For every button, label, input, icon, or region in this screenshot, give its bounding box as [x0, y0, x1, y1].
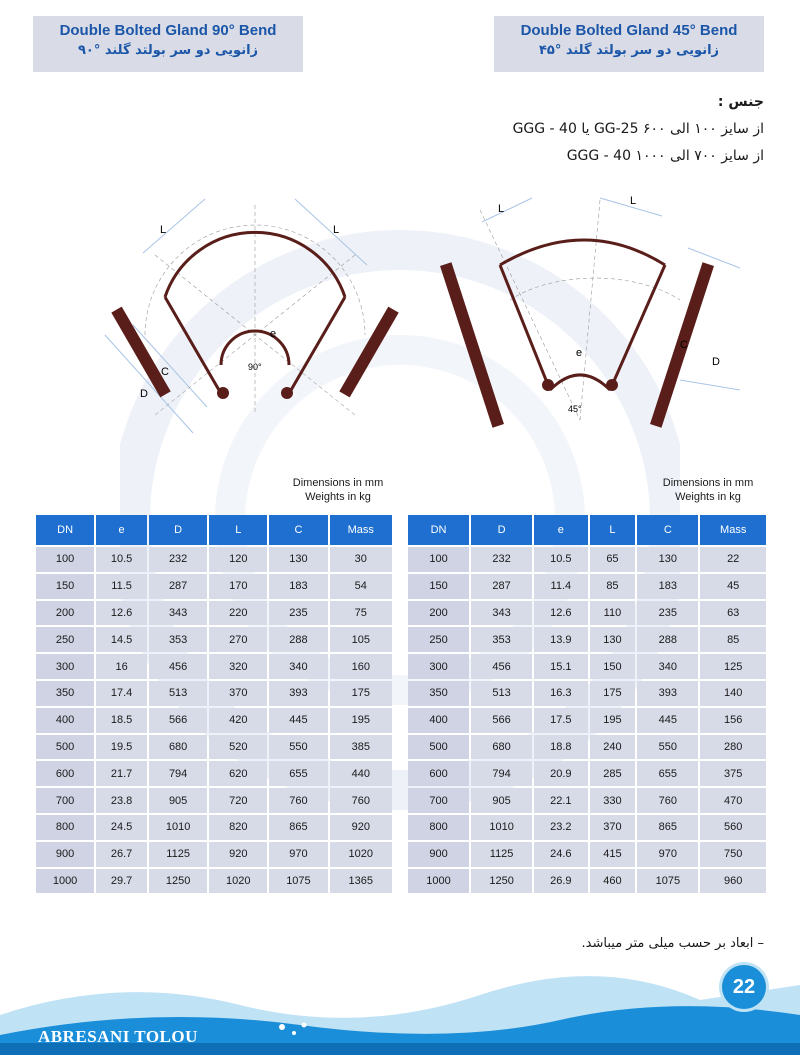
table-45-body [408, 547, 766, 893]
table-cell: 330 [590, 788, 636, 813]
table-cell: 170 [209, 574, 267, 599]
table-cell: 393 [269, 681, 327, 706]
table-cell: 1125 [149, 842, 207, 867]
table-cell: 1020 [330, 842, 392, 867]
table-cell: 150 [408, 574, 469, 599]
table-cell: 1075 [637, 869, 698, 894]
table-cell: 340 [269, 654, 327, 679]
table-row [408, 601, 766, 626]
table-row [408, 654, 766, 679]
table-row [36, 574, 392, 599]
column-header: D [471, 515, 532, 545]
bend-90-label-D: D [140, 388, 148, 400]
table-cell: 456 [471, 654, 532, 679]
table-cell: 110 [590, 601, 636, 626]
table-cell: 100 [36, 547, 94, 572]
table-row [36, 735, 392, 760]
table-cell: 415 [590, 842, 636, 867]
column-header: C [269, 515, 327, 545]
column-header: Mass [330, 515, 392, 545]
table-cell: 130 [637, 547, 698, 572]
column-header: C [637, 515, 698, 545]
table-cell: 760 [330, 788, 392, 813]
table-cell: 520 [209, 735, 267, 760]
table-cell: 560 [700, 815, 766, 840]
table-cell: 14.5 [96, 627, 147, 652]
table-cell: 620 [209, 761, 267, 786]
table-cell: 720 [209, 788, 267, 813]
table-cell: 960 [700, 869, 766, 894]
table-cell: 235 [269, 601, 327, 626]
table-cell: 760 [637, 788, 698, 813]
table-45-head [408, 515, 766, 545]
table-cell: 445 [269, 708, 327, 733]
table-cell: 460 [590, 869, 636, 894]
table-cell: 1250 [149, 869, 207, 894]
table-cell: 10.5 [534, 547, 587, 572]
table-cell: 270 [209, 627, 267, 652]
table-cell: 400 [36, 708, 94, 733]
table-cell: 445 [637, 708, 698, 733]
table-cell: 12.6 [534, 601, 587, 626]
table-cell: 15.1 [534, 654, 587, 679]
table-cell: 900 [36, 842, 94, 867]
table-cell: 1020 [209, 869, 267, 894]
column-header: D [149, 515, 207, 545]
title-45-fa: زانویی دو سر بولتد گلند °۴۵ [538, 43, 720, 58]
table-cell: 343 [149, 601, 207, 626]
column-header: e [96, 515, 147, 545]
column-header: Mass [700, 515, 766, 545]
table-cell: 513 [149, 681, 207, 706]
table-row [36, 654, 392, 679]
table-cell: 183 [269, 574, 327, 599]
table-cell: 18.5 [96, 708, 147, 733]
table-cell: 235 [637, 601, 698, 626]
dimension-note-45 [638, 476, 778, 504]
table-cell: 18.8 [534, 735, 587, 760]
table-row [408, 842, 766, 867]
table-cell: 175 [330, 681, 392, 706]
table-cell: 343 [471, 601, 532, 626]
bend-45-label-C: C [680, 339, 688, 351]
table-cell: 17.4 [96, 681, 147, 706]
table-cell: 11.5 [96, 574, 147, 599]
table-cell: 1000 [36, 869, 94, 894]
bend-45-label-L1: L [498, 203, 505, 215]
table-cell: 23.2 [534, 815, 587, 840]
bend-90-label-e: e [270, 328, 277, 340]
dimension-note-45-kg: Weights in kg [675, 491, 741, 503]
table-cell: 100 [408, 547, 469, 572]
table-cell: 19.5 [96, 735, 147, 760]
column-header: DN [408, 515, 469, 545]
table-row [36, 761, 392, 786]
table-45-header-row [408, 515, 766, 545]
table-cell: 140 [700, 681, 766, 706]
table-cell: 24.5 [96, 815, 147, 840]
table-cell: 85 [590, 574, 636, 599]
table-cell: 700 [408, 788, 469, 813]
table-cell: 820 [209, 815, 267, 840]
table-cell: 794 [149, 761, 207, 786]
table-cell: 12.6 [96, 601, 147, 626]
table-row [36, 627, 392, 652]
table-cell: 865 [269, 815, 327, 840]
table-cell: 513 [471, 681, 532, 706]
table-row [408, 627, 766, 652]
bend-45-label-angle: 45° [568, 404, 582, 414]
table-row [36, 788, 392, 813]
table-45-bend [406, 513, 768, 895]
bend-45-label-D: D [712, 356, 720, 368]
table-cell: 250 [36, 627, 94, 652]
bend-90-label-L1: L [160, 224, 167, 236]
table-cell: 287 [149, 574, 207, 599]
bend-45-drawing [440, 180, 760, 445]
brand-name: ABRESANI TOLOU [38, 1027, 198, 1046]
material-spec [344, 94, 764, 164]
table-cell: 600 [408, 761, 469, 786]
table-cell: 353 [149, 627, 207, 652]
table-cell: 29.7 [96, 869, 147, 894]
table-cell: 550 [269, 735, 327, 760]
table-cell: 26.7 [96, 842, 147, 867]
table-row [36, 601, 392, 626]
bend-45-label-L2: L [630, 195, 637, 207]
table-cell: 54 [330, 574, 392, 599]
table-cell: 456 [149, 654, 207, 679]
table-cell: 470 [700, 788, 766, 813]
footnote: – ابعاد بر حسب میلی متر میباشد. [581, 936, 764, 951]
table-cell: 287 [471, 574, 532, 599]
table-cell: 11.4 [534, 574, 587, 599]
title-box-45 [494, 16, 764, 72]
table-cell: 75 [330, 601, 392, 626]
table-cell: 1010 [471, 815, 532, 840]
table-cell: 285 [590, 761, 636, 786]
table-cell: 300 [36, 654, 94, 679]
table-cell: 288 [269, 627, 327, 652]
bend-90-label-angle: 90° [248, 362, 262, 372]
table-row [408, 547, 766, 572]
table-row [408, 788, 766, 813]
table-cell: 680 [471, 735, 532, 760]
table-cell: 750 [700, 842, 766, 867]
table-row [408, 708, 766, 733]
table-row [408, 574, 766, 599]
table-cell: 45 [700, 574, 766, 599]
table-cell: 420 [209, 708, 267, 733]
table-row [408, 681, 766, 706]
table-row [408, 815, 766, 840]
table-row [408, 869, 766, 894]
dimension-note-90 [268, 476, 408, 504]
table-cell: 400 [408, 708, 469, 733]
table-cell: 800 [36, 815, 94, 840]
table-cell: 22 [700, 547, 766, 572]
table-cell: 232 [471, 547, 532, 572]
table-cell: 30 [330, 547, 392, 572]
table-cell: 1010 [149, 815, 207, 840]
table-90-header-row [36, 515, 392, 545]
title-box-90 [33, 16, 303, 72]
table-cell: 500 [408, 735, 469, 760]
material-line-2: از سایز ۷۰۰ الی ۱۰۰۰ GGG - 40 [566, 148, 764, 164]
table-row [36, 547, 392, 572]
table-cell: 150 [36, 574, 94, 599]
table-cell: 160 [330, 654, 392, 679]
table-90-body [36, 547, 392, 893]
table-cell: 794 [471, 761, 532, 786]
table-cell: 1365 [330, 869, 392, 894]
table-cell: 566 [149, 708, 207, 733]
column-header: L [590, 515, 636, 545]
table-cell: 17.5 [534, 708, 587, 733]
table-cell: 970 [269, 842, 327, 867]
column-header: DN [36, 515, 94, 545]
table-cell: 195 [330, 708, 392, 733]
page-number: 22 [722, 965, 766, 1009]
table-cell: 195 [590, 708, 636, 733]
table-cell: 120 [209, 547, 267, 572]
table-cell: 220 [209, 601, 267, 626]
table-row [36, 708, 392, 733]
table-cell: 280 [700, 735, 766, 760]
table-cell: 65 [590, 547, 636, 572]
material-line-1: از سایز ۱۰۰ الی ۶۰۰ GG-25 یا GGG - 40 [512, 121, 764, 137]
table-cell: 760 [269, 788, 327, 813]
title-90-en: Double Bolted Gland 90° Bend [59, 22, 277, 39]
table-cell: 655 [269, 761, 327, 786]
dimension-note-45-mm: Dimensions in mm [662, 477, 754, 489]
table-cell: 156 [700, 708, 766, 733]
table-cell: 700 [36, 788, 94, 813]
table-cell: 16.3 [534, 681, 587, 706]
table-cell: 1075 [269, 869, 327, 894]
table-cell: 13.9 [534, 627, 587, 652]
table-row [36, 869, 392, 894]
table-cell: 16 [96, 654, 147, 679]
table-cell: 1250 [471, 869, 532, 894]
table-cell: 288 [637, 627, 698, 652]
table-cell: 440 [330, 761, 392, 786]
table-cell: 1125 [471, 842, 532, 867]
table-cell: 175 [590, 681, 636, 706]
column-header: e [534, 515, 587, 545]
table-cell: 340 [637, 654, 698, 679]
table-cell: 865 [637, 815, 698, 840]
title-45-en: Double Bolted Gland 45° Bend [520, 22, 738, 39]
table-cell: 375 [700, 761, 766, 786]
table-cell: 905 [149, 788, 207, 813]
table-cell: 105 [330, 627, 392, 652]
table-cell: 800 [408, 815, 469, 840]
table-cell: 23.8 [96, 788, 147, 813]
table-cell: 920 [209, 842, 267, 867]
table-cell: 320 [209, 654, 267, 679]
table-cell: 900 [408, 842, 469, 867]
table-cell: 232 [149, 547, 207, 572]
table-cell: 150 [590, 654, 636, 679]
table-cell: 350 [36, 681, 94, 706]
table-cell: 566 [471, 708, 532, 733]
table-cell: 200 [408, 601, 469, 626]
table-cell: 970 [637, 842, 698, 867]
table-cell: 655 [637, 761, 698, 786]
table-cell: 370 [590, 815, 636, 840]
table-cell: 353 [471, 627, 532, 652]
table-cell: 250 [408, 627, 469, 652]
table-cell: 920 [330, 815, 392, 840]
table-90-head [36, 515, 392, 545]
table-cell: 370 [209, 681, 267, 706]
dimension-note-90-mm: Dimensions in mm [292, 477, 384, 489]
table-90-bend [34, 513, 394, 895]
material-label: جنس : [717, 94, 764, 110]
dimension-note-90-kg: Weights in kg [305, 491, 371, 503]
table-cell: 85 [700, 627, 766, 652]
table-row [408, 761, 766, 786]
table-cell: 22.1 [534, 788, 587, 813]
bend-90-drawing [95, 185, 405, 445]
bend-90-label-C: C [161, 366, 169, 378]
bend-45-label-e: e [576, 347, 583, 359]
table-cell: 10.5 [96, 547, 147, 572]
table-row [36, 815, 392, 840]
table-cell: 385 [330, 735, 392, 760]
table-cell: 905 [471, 788, 532, 813]
table-cell: 20.9 [534, 761, 587, 786]
table-cell: 680 [149, 735, 207, 760]
title-90-fa: زانویی دو سر بولتد گلند °۹۰ [77, 43, 259, 58]
table-cell: 393 [637, 681, 698, 706]
table-cell: 183 [637, 574, 698, 599]
table-cell: 350 [408, 681, 469, 706]
table-row [36, 681, 392, 706]
table-cell: 200 [36, 601, 94, 626]
table-cell: 24.6 [534, 842, 587, 867]
table-cell: 240 [590, 735, 636, 760]
table-cell: 600 [36, 761, 94, 786]
column-header: L [209, 515, 267, 545]
bend-90-label-L2: L [333, 224, 340, 236]
table-cell: 26.9 [534, 869, 587, 894]
table-cell: 21.7 [96, 761, 147, 786]
table-cell: 500 [36, 735, 94, 760]
table-cell: 125 [700, 654, 766, 679]
table-row [36, 842, 392, 867]
table-cell: 1000 [408, 869, 469, 894]
table-cell: 130 [590, 627, 636, 652]
table-cell: 550 [637, 735, 698, 760]
table-cell: 63 [700, 601, 766, 626]
table-row [408, 735, 766, 760]
table-cell: 300 [408, 654, 469, 679]
table-cell: 130 [269, 547, 327, 572]
